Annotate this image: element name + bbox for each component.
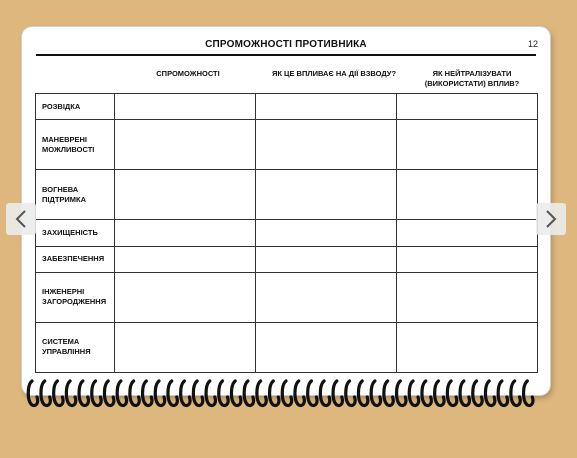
- table-cell[interactable]: [397, 220, 538, 246]
- binding-coil: [524, 381, 533, 406]
- binding-coil: [473, 381, 482, 406]
- page-title: СПРОМОЖНОСТІ ПРОТИВНИКА: [205, 39, 367, 50]
- binding-coil: [92, 381, 101, 406]
- table-cell[interactable]: [256, 120, 397, 170]
- row-label-protection: ЗАХИЩЕНІСТЬ: [36, 220, 115, 246]
- binding-coil: [79, 381, 88, 406]
- binding-coil: [346, 381, 355, 406]
- binding-coil: [308, 381, 317, 406]
- table-cell[interactable]: [397, 272, 538, 322]
- binding-coil: [231, 381, 240, 406]
- row-label-fire-support: ВОГНЕВА ПІДТРИМКА: [36, 170, 115, 220]
- binding-coil: [104, 381, 113, 406]
- table-cell[interactable]: [256, 220, 397, 246]
- binding-coil: [358, 381, 367, 406]
- binding-coil: [498, 381, 507, 406]
- table-cell[interactable]: [115, 94, 256, 120]
- row-label-command: СИСТЕМА УПРАВЛІННЯ: [36, 322, 115, 372]
- row-label-sustainment: ЗАБЕЗПЕЧЕННЯ: [36, 246, 115, 272]
- binding-coil: [409, 381, 418, 406]
- binding-coil: [168, 381, 177, 406]
- binding-coil: [371, 381, 380, 406]
- table-cell[interactable]: [115, 120, 256, 170]
- table-cell[interactable]: [256, 94, 397, 120]
- table-cell[interactable]: [397, 246, 538, 272]
- table-row: [36, 170, 538, 220]
- table-row: [36, 94, 538, 120]
- table-cell[interactable]: [256, 246, 397, 272]
- binding-coil: [28, 381, 37, 406]
- table-row: [36, 220, 538, 246]
- column-header-impact: ЯК ЦЕ ВПЛИВАЄ НА ДІЇ ВЗВОДУ?: [271, 69, 397, 78]
- binding-coil: [511, 381, 520, 406]
- binding-coil: [193, 381, 202, 406]
- column-header-neutralize: ЯК НЕЙТРАЛІЗУВАТИ (ВИКОРИСТАТИ) ВПЛИВ?: [424, 69, 520, 88]
- table-cell[interactable]: [397, 322, 538, 372]
- binding-coil: [66, 381, 75, 406]
- row-label-maneuver: МАНЕВРЕНІ МОЖЛИВОСТІ: [36, 120, 115, 170]
- title-rule: [36, 54, 536, 56]
- table-cell[interactable]: [256, 272, 397, 322]
- column-header-capabilities: СПРОМОЖНОСТІ: [156, 69, 220, 78]
- binding-coil: [41, 381, 50, 406]
- table-row: [36, 120, 538, 170]
- chevron-right-icon[interactable]: [536, 203, 566, 235]
- binding-coil: [181, 381, 190, 406]
- table-cell[interactable]: [397, 94, 538, 120]
- binding-coil: [485, 381, 494, 406]
- binding-coil: [270, 381, 279, 406]
- binding-coil: [257, 381, 266, 406]
- binding-coil: [117, 381, 126, 406]
- table-cell[interactable]: [256, 322, 397, 372]
- table-cell[interactable]: [115, 322, 256, 372]
- binding-coil: [143, 381, 152, 406]
- binding-coil: [460, 381, 469, 406]
- table-row: [36, 246, 538, 272]
- binding-coil: [155, 381, 164, 406]
- binding-coil: [219, 381, 228, 406]
- table-cell[interactable]: [256, 170, 397, 220]
- row-label-reconnaissance: РОЗВІДКА: [36, 94, 115, 120]
- binding-coil: [422, 381, 431, 406]
- table-cell[interactable]: [115, 220, 256, 246]
- table-cell[interactable]: [115, 246, 256, 272]
- binding-coil: [435, 381, 444, 406]
- page-number: 12: [527, 39, 538, 49]
- binding-coil: [384, 381, 393, 406]
- table-cell[interactable]: [115, 272, 256, 322]
- row-label-engineering: ІНЖЕНЕРНІ ЗАГОРОДЖЕННЯ: [36, 272, 115, 322]
- table-cell[interactable]: [115, 170, 256, 220]
- chevron-left-icon[interactable]: [6, 203, 36, 235]
- binding-coil: [333, 381, 342, 406]
- binding-coil: [397, 381, 406, 406]
- spiral-binding: [26, 377, 546, 411]
- binding-coil: [320, 381, 329, 406]
- table-cell[interactable]: [397, 120, 538, 170]
- notebook-page: [22, 27, 550, 395]
- table-row: [36, 272, 538, 322]
- capabilities-table: [35, 93, 538, 373]
- binding-coil: [54, 381, 63, 406]
- table-cell[interactable]: [397, 170, 538, 220]
- binding-coil: [206, 381, 215, 406]
- table-row: [36, 322, 538, 372]
- binding-coil: [282, 381, 291, 406]
- binding-coil: [447, 381, 456, 406]
- binding-coil: [244, 381, 253, 406]
- binding-coil: [130, 381, 139, 406]
- binding-coil: [295, 381, 304, 406]
